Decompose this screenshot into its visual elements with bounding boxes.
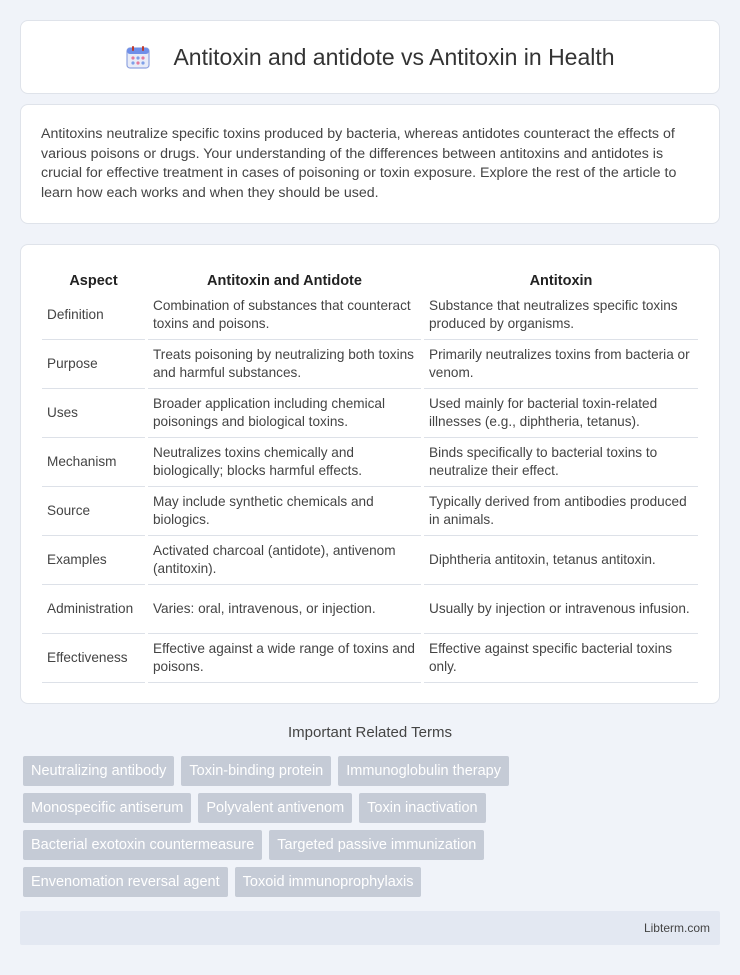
related-term-tag[interactable]: Bacterial exotoxin countermeasure	[23, 830, 262, 860]
related-term-tag[interactable]: Targeted passive immunization	[269, 830, 484, 860]
row-cell: Treats poisoning by neutralizing both toxins and harmful substances.	[148, 340, 421, 389]
row-aspect: Source	[42, 487, 145, 536]
footer	[20, 911, 720, 945]
related-terms-list	[23, 756, 623, 904]
header-card	[20, 20, 720, 94]
related-terms-title: Important Related Terms	[288, 724, 452, 741]
row-aspect: Examples	[42, 536, 145, 585]
table-row	[42, 585, 698, 634]
footer-site-link[interactable]: Libterm.com	[643, 921, 710, 935]
tag-row	[23, 867, 623, 897]
row-cell: Usually by injection or intravenous infusion.	[424, 585, 698, 634]
table-row	[42, 487, 698, 536]
related-term-tag[interactable]: Immunoglobulin therapy	[338, 756, 509, 786]
row-aspect: Effectiveness	[42, 634, 145, 683]
table-row	[42, 634, 698, 683]
comparison-table	[39, 265, 701, 683]
tag-row	[23, 793, 623, 823]
calendar-grid-icon	[125, 44, 151, 70]
column-header-antitoxin: Antitoxin	[529, 273, 593, 289]
column-header-aspect: Aspect	[69, 273, 118, 289]
row-cell: Combination of substances that counteract toxins and poisons.	[148, 291, 421, 340]
row-aspect: Purpose	[42, 340, 145, 389]
intro-text: Antitoxins neutralize specific toxins produced by bacteria, whereas antidotes counteract the effects of various poisons or drugs. Your understanding of the differences between antitoxins and antidotes is crucial for effective treatment in cases of poisoning or toxin exposure. Explore the rest of the article to learn how each works and when they should be used.	[41, 126, 677, 201]
comparison-table-card	[20, 244, 720, 704]
related-term-tag[interactable]: Polyvalent antivenom	[198, 793, 352, 823]
intro-card	[20, 104, 720, 224]
related-term-tag[interactable]: Toxoid immunoprophylaxis	[235, 867, 422, 897]
tag-row	[23, 756, 623, 786]
row-cell: May include synthetic chemicals and biologics.	[148, 487, 421, 536]
row-cell: Varies: oral, intravenous, or injection.	[148, 585, 421, 634]
table-row	[42, 340, 698, 389]
row-cell: Neutralizes toxins chemically and biologically; blocks harmful effects.	[148, 438, 421, 487]
table-row	[42, 291, 698, 340]
table-row	[42, 438, 698, 487]
related-term-tag[interactable]: Envenomation reversal agent	[23, 867, 228, 897]
row-cell: Substance that neutralizes specific toxins produced by organisms.	[424, 291, 698, 340]
row-aspect: Definition	[42, 291, 145, 340]
row-aspect: Administration	[42, 585, 145, 634]
tag-row	[23, 830, 623, 860]
row-cell: Primarily neutralizes toxins from bacteria or venom.	[424, 340, 698, 389]
related-term-tag[interactable]: Toxin inactivation	[359, 793, 485, 823]
table-row	[42, 536, 698, 585]
table-header-row	[42, 265, 698, 291]
column-header-antitoxin-and-antidote: Antitoxin and Antidote	[207, 273, 362, 289]
row-cell: Typically derived from antibodies produced in animals.	[424, 487, 698, 536]
row-cell: Diphtheria antitoxin, tetanus antitoxin.	[424, 536, 698, 585]
related-term-tag[interactable]: Neutralizing antibody	[23, 756, 174, 786]
row-cell: Effective against a wide range of toxins and poisons.	[148, 634, 421, 683]
row-aspect: Mechanism	[42, 438, 145, 487]
row-aspect: Uses	[42, 389, 145, 438]
related-term-tag[interactable]: Monospecific antiserum	[23, 793, 191, 823]
table-row	[42, 389, 698, 438]
row-cell: Binds specifically to bacterial toxins to neutralize their effect.	[424, 438, 698, 487]
row-cell: Activated charcoal (antidote), antivenom (antitoxin).	[148, 536, 421, 585]
row-cell: Broader application including chemical poisonings and biological toxins.	[148, 389, 421, 438]
related-term-tag[interactable]: Toxin-binding protein	[181, 756, 331, 786]
row-cell: Used mainly for bacterial toxin-related illnesses (e.g., diphtheria, tetanus).	[424, 389, 698, 438]
page-title: Antitoxin and antidote vs Antitoxin in Health	[173, 43, 615, 70]
row-cell: Effective against specific bacterial toxins only.	[424, 634, 698, 683]
